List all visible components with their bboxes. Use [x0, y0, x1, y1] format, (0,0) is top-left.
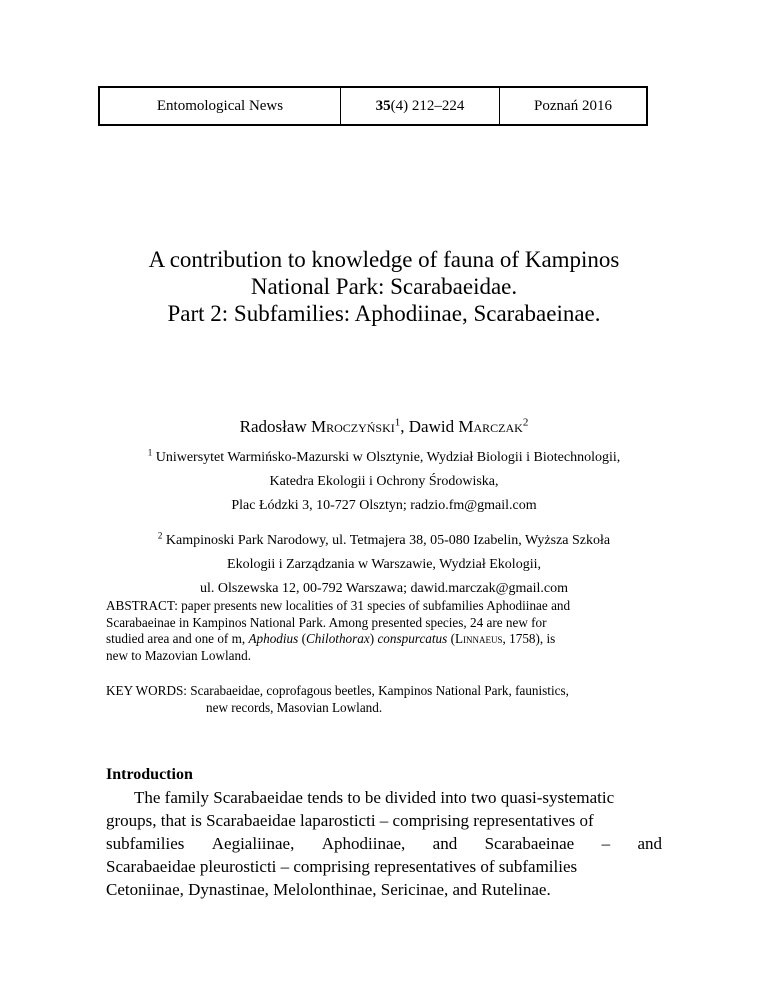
author-2-surname-initial: M — [458, 417, 474, 436]
intro-word: and — [432, 834, 458, 853]
issue-pages: (4) 212–224 — [390, 97, 465, 114]
section-heading-introduction: Introduction — [106, 766, 193, 783]
abstract — [106, 598, 662, 664]
genus-name: Aphodius — [248, 631, 299, 646]
affiliation-line: Katedra Ekologii i Ochrony Środowiska, — [269, 474, 499, 489]
author-1-affiliation-mark: 1 — [394, 416, 401, 429]
author-2-affiliation-mark: 2 — [522, 416, 529, 429]
author-2-surname-rest: arczak — [473, 417, 523, 436]
affiliation-2 — [0, 529, 768, 601]
intro-word: Aphodiinae, — [321, 834, 406, 853]
taxon-author-rest: innaeus — [463, 631, 503, 646]
volume-number: 35 — [375, 97, 391, 114]
keywords-line: new records, Masovian Lowland. — [206, 699, 383, 715]
abstract-line — [106, 631, 662, 648]
affiliation-1 — [0, 446, 768, 518]
intro-word: subfamilies — [106, 834, 185, 853]
author-1-surname-initial: M — [310, 417, 327, 436]
place-year-text: Poznań 2016 — [534, 97, 612, 114]
abstract-line: ABSTRACT: paper presents new localities of 31 species of subfamilies Aphodiinae and — [106, 598, 571, 613]
affiliation-line: Ekologii i Zarządzania w Warszawie, Wydział Ekologii, — [227, 557, 541, 572]
journal-header-box — [98, 86, 648, 126]
journal-name-text: Entomological News — [156, 97, 284, 114]
intro-line-justified — [106, 832, 662, 855]
journal-volume-issue — [340, 88, 499, 124]
affiliation-1-mark: 1 — [147, 447, 153, 458]
title-line: A contribution to knowledge of fauna of Kampinos — [148, 247, 620, 272]
punct: ( — [447, 631, 455, 646]
keywords-line: KEY WORDS: Scarabaeidae, coprofagous beetles, Kampinos National Park, faunistics, — [106, 683, 569, 698]
abstract-text: studied area and one of m, — [106, 631, 249, 646]
introduction-body — [106, 786, 662, 901]
abstract-line: new to Mazovian Lowland. — [106, 647, 252, 663]
author-1-first: Radosław — [239, 417, 311, 436]
keywords — [106, 683, 662, 716]
affiliation-line: Plac Łódzki 3, 10-727 Olsztyn; radzio.fm@gmail.com — [231, 498, 537, 513]
intro-line: Scarabaeidae pleurosticti – comprising representatives of subfamilies — [106, 857, 578, 876]
intro-word: Aegialiinae, — [211, 834, 295, 853]
affiliation-line: Kampinoski Park Narodowy, ul. Tetmajera 38, 05-080 Izabelin, Wyższa Szkoła — [162, 533, 611, 548]
punct: ) — [369, 631, 378, 646]
journal-place-year — [499, 88, 646, 124]
intro-line: groups, that is Scarabaeidae laparosticti – comprising representatives of — [106, 811, 594, 830]
title-line: Part 2: Subfamilies: Aphodiinae, Scarabaeinae. — [167, 301, 601, 326]
title-line: National Park: Scarabaeidae. — [250, 274, 518, 299]
author-2-first: Dawid — [408, 417, 459, 436]
species-name: conspurcatus — [377, 631, 448, 646]
author-list — [0, 417, 768, 437]
taxon-author-initial: L — [454, 631, 464, 646]
affiliation-line: ul. Olszewska 12, 00-792 Warszawa; dawid.marczak@gmail.com — [199, 581, 568, 596]
author-separator: , — [400, 417, 409, 436]
taxon-author-year: , 1758), is — [502, 631, 556, 646]
author-1-surname-rest: roczyński — [326, 417, 395, 436]
subgenus-name: Chilothorax — [305, 631, 370, 646]
paper-title — [0, 246, 768, 327]
intro-word: Scarabaeinae — [484, 834, 575, 853]
intro-line: The family Scarabaeidae tends to be divided into two quasi-systematic — [134, 788, 615, 807]
affiliation-line: Uniwersytet Warmińsko-Mazurski w Olsztynie, Wydział Biologii i Biotechnologii, — [152, 450, 621, 465]
affiliation-2-mark: 2 — [157, 530, 163, 541]
journal-name — [100, 88, 340, 124]
intro-word: and — [637, 834, 662, 853]
intro-line: Cetoniinae, Dynastinae, Melolonthinae, Sericinae, and Rutelinae. — [106, 880, 551, 899]
punct: ( — [298, 631, 306, 646]
intro-word: – — [601, 834, 611, 853]
abstract-line: Scarabaeinae in Kampinos National Park. Among presented species, 24 are new for — [106, 614, 547, 630]
